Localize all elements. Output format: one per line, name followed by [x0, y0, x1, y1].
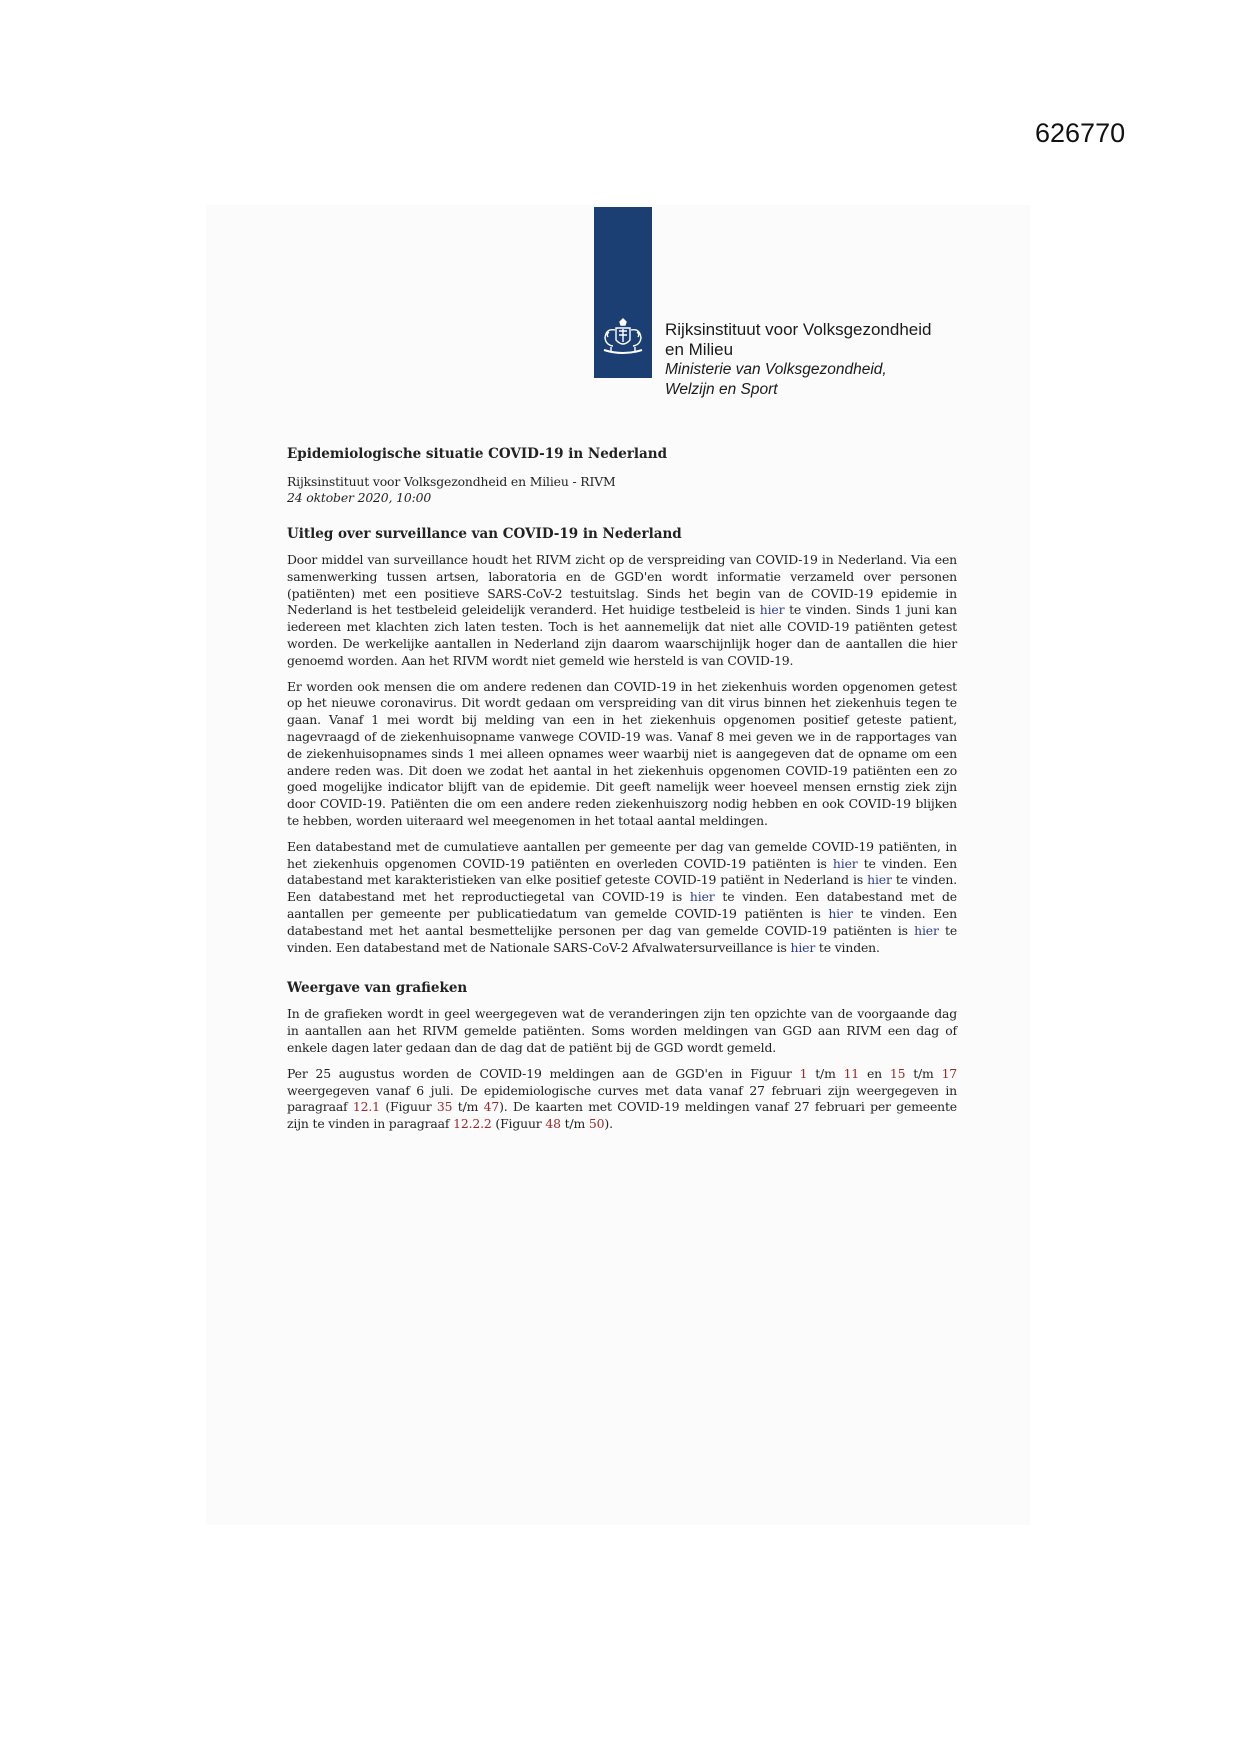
- section-heading-surveillance: Uitleg over surveillance van COVID-19 in Nederland: [287, 526, 682, 542]
- coat-of-arms-icon: [600, 318, 646, 358]
- figure-ref-link[interactable]: 47: [483, 1099, 500, 1115]
- paragraph-graphs-2: Per 25 augustus worden de COVID-19 meldingen aan de GGD'en in Figuur 1 t/m 11 en 15 t/m 17 weergegeven vanaf 6 juli. De epidemiologische curves met data vanaf 27 februari zijn weergegeven in paragraaf 12.1 (Figuur 35 t/m 47). De kaarten met COVID-19 meldingen vanaf 27 februari per gemeente zijn te vinden in paragraaf 12.2.2 (Figuur 48 t/m 50).: [287, 1065, 958, 1132]
- hier-link[interactable]: hier: [828, 905, 853, 921]
- document-date: 24 oktober 2020, 10:00: [287, 490, 432, 505]
- section-ref-link[interactable]: 12.1: [352, 1099, 380, 1115]
- paragraph-surveillance-1: Door middel van surveillance houdt het RIVM zicht op de verspreiding van COVID-19 in Nederland. Via een samenwerking tussen artsen, laboratoria en de GGD'en wordt informatie verzameld over personen (patiënten) met een positieve SARS-CoV-2 testuitslag. Sinds het begin van de COVID-19 epidemie in Nederland is het testbeleid geleidelijk veranderd. Het huidige testbeleid is hier te vinden. Sinds 1 juni kan iedereen met klachten zich laten testen. Toch is het aannemelijk dat niet alle COVID-19 patiënten getest worden. De werkelijke aantallen in Nederland zijn daarom waarschijnlijk hoger dan de aantallen die hier genoemd worden. Aan het RIVM wordt niet gemeld wie hersteld is van COVID-19.: [287, 552, 957, 668]
- section-ref-link[interactable]: 12.2.2: [453, 1116, 492, 1132]
- document-title: Epidemiologische situatie COVID-19 in Nederland: [287, 446, 668, 462]
- figure-ref-link[interactable]: 17: [941, 1065, 958, 1081]
- hier-link[interactable]: hier: [759, 602, 785, 618]
- hier-link[interactable]: hier: [832, 855, 858, 871]
- hier-link[interactable]: hier: [867, 872, 892, 888]
- organization-header: [665, 320, 931, 400]
- hier-link[interactable]: hier: [914, 922, 939, 938]
- org-name-line2: en Milieu: [665, 340, 734, 359]
- org-name-line1: Rijksinstituut voor Volksgezondheid: [665, 320, 932, 339]
- figure-ref-link[interactable]: 35: [436, 1099, 453, 1115]
- ministry-line2: Welzijn en Sport: [665, 381, 778, 398]
- figure-ref-link[interactable]: 1: [799, 1065, 808, 1081]
- paragraph-surveillance-2: Er worden ook mensen die om andere redenen dan COVID-19 in het ziekenhuis worden opgenomen getest op het nieuwe coronavirus. Dit wordt gedaan om verspreiding van dit virus binnen het ziekenhuis tegen te gaan. Vanaf 1 mei wordt bij melding van een in het ziekenhuis opgenomen positief geteste patient, nagevraagd of de ziekenhuisopname vanwege COVID-19 was. Vanaf 8 mei geven we in de rapportages van de ziekenhuisopnames sinds 1 mei alleen opnames weer waarbij niet is aangegeven dat de opname om een andere reden was. Dit doen we zodat het aantal in het ziekenhuis opgenomen COVID-19 patiënten een zo goed mogelijke indicator blijft van de epidemie. Dit geeft namelijk weer hoeveel mensen ernstig ziek zijn door COVID-19. Patiënten die om een andere reden ziekenhuiszorg nodig hebben en ook COVID-19 blijken te hebben, worden uiteraard wel meegenomen in het totaal aantal meldingen.: [287, 678, 957, 828]
- figure-ref-link[interactable]: 11: [843, 1065, 860, 1081]
- figure-ref-link[interactable]: 48: [545, 1116, 561, 1132]
- ministry-line1: Ministerie van Volksgezondheid,: [665, 361, 887, 378]
- document-id: 626770: [1035, 118, 1126, 148]
- document-body: [287, 446, 957, 1142]
- government-logo-bar: [594, 207, 652, 378]
- hier-link[interactable]: hier: [689, 889, 715, 905]
- section-heading-graphs: Weergave van grafieken: [287, 980, 468, 997]
- paragraph-surveillance-3: Een databestand met de cumulatieve aantallen per gemeente per dag van gemelde COVID-19 patiënten, in het ziekenhuis opgenomen COVID-19 patiënten en overleden COVID-19 patiënten is hier te vinden. Een databestand met karakteristieken van elke positief geteste COVID-19 patiënt in Nederland is hier te vinden. Een databestand met het reproductiegetal van COVID-19 is hier te vinden. Een databestand met de aantallen per gemeente per publicatiedatum van gemelde COVID-19 patiënten is hier te vinden. Een databestand met het aantal besmettelijke personen per dag van gemelde COVID-19 patiënten is hier te vinden. Een databestand met de Nationale SARS-CoV-2 Afvalwatersurveillance is hier te vinden.: [287, 838, 957, 955]
- figure-ref-link[interactable]: 15: [889, 1065, 906, 1081]
- paragraph-graphs-1: In de grafieken wordt in geel weergegeven wat de veranderingen zijn ten opzichte van de voorgaande dag in aantallen aan het RIVM gemelde patiënten. Soms worden meldingen van GGD aan RIVM een dag of enkele dagen later gedaan dan de dag dat de patiënt bij de GGD wordt gemeld.: [287, 1006, 957, 1055]
- figure-ref-link[interactable]: 50: [588, 1116, 605, 1132]
- hier-link[interactable]: hier: [790, 939, 816, 955]
- document-author: Rijksinstituut voor Volksgezondheid en Milieu - RIVM: [287, 474, 616, 489]
